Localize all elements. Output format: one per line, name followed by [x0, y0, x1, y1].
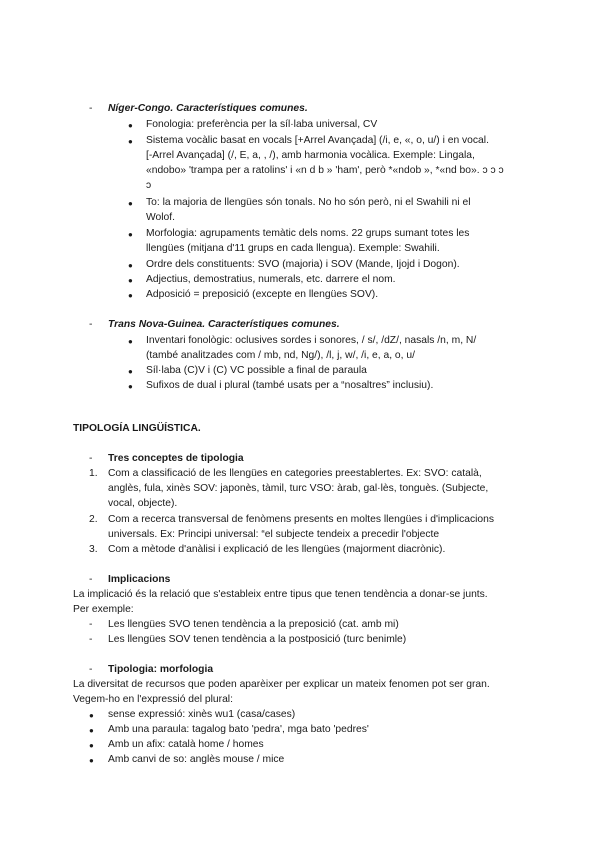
numbered-item: Com a recerca transversal de fenòmens presents en moltes llengües i d'implicacions	[108, 514, 494, 525]
list-item: Adposició = preposició (excepte en llengües SOV).	[146, 289, 379, 300]
dash-marker: -	[89, 453, 93, 464]
bullet-icon: ●	[128, 382, 133, 391]
dash-marker: -	[89, 664, 93, 675]
numbered-item-continuation: vocal, objecte).	[108, 498, 178, 509]
section-heading-niger-congo: Níger-Congo. Característiques comunes.	[108, 103, 308, 114]
list-item: Morfologia: agrupaments temàtic dels noms. 22 grups sumant totes les	[146, 228, 470, 239]
section-heading-morfologia: Tipologia: morfologia	[108, 664, 214, 675]
dash-marker: -	[89, 103, 93, 114]
bullet-icon: ●	[128, 199, 133, 208]
list-item-continuation: «ndobo» 'trampa per a ratolins' i «n d b » 'ham', però *«ndob », *«nd bo». ɔ ɔ ɔ	[146, 165, 504, 176]
numbered-item-continuation: universals. Ex: Principi universal: “el subjecte tendeix a precedir l'objecte	[108, 529, 440, 540]
bullet-icon: ●	[128, 261, 133, 270]
list-item: Fonologia: preferència per la síl·laba universal, CV	[146, 119, 378, 130]
list-item: sense expressió: xinès wu1 (casa/cases)	[108, 709, 296, 720]
list-item: Les llengües SOV tenen tendència a la postposició (turc benimle)	[108, 634, 407, 645]
list-item: Ordre dels constituents: SVO (majoria) i SOV (Mande, Ijojd i Dogon).	[146, 259, 460, 270]
list-number: 1.	[89, 468, 98, 479]
paragraph-line: La implicació és la relació que s'estableix entre tipus que tenen tendència a donar-se junts.	[73, 589, 488, 600]
page-title: TIPOLOGÍA LINGÜÍSTICA.	[73, 423, 201, 434]
section-heading-concepts: Tres conceptes de tipologia	[108, 453, 244, 464]
numbered-item: Com a classificació de les llengües en categories preestablertes. Ex: SVO: català,	[108, 468, 482, 479]
list-number: 3.	[89, 544, 98, 555]
list-item-continuation: (també analitzades com / mb, nd, Ng/), /l, j, w/, /i, e, a, o, u/	[146, 350, 415, 361]
list-item: Sistema vocàlic basat en vocals [+Arrel Avançada] (/i, e, «, o, u/) i en vocal.	[146, 135, 489, 146]
dash-marker: -	[89, 634, 93, 645]
list-item-continuation: ɔ	[146, 180, 152, 191]
dash-marker: -	[89, 619, 93, 630]
section-heading-implicacions: Implicacions	[108, 574, 171, 585]
list-item: Amb una paraula: tagalog bato 'pedra', mga bato 'pedres'	[108, 724, 369, 735]
list-item: Adjectius, demostratius, numerals, etc. darrere el nom.	[146, 274, 396, 285]
paragraph-line: Per exemple:	[73, 604, 134, 615]
list-item: Les llengües SVO tenen tendència a la preposició (cat. amb mi)	[108, 619, 399, 630]
paragraph-line: Vegem-ho en l'expressió del plural:	[73, 694, 233, 705]
list-item: To: la majoria de llengües són tonals. No ho són però, ni el Swahili ni el	[146, 197, 471, 208]
bullet-icon: ●	[128, 367, 133, 376]
bullet-icon: ●	[89, 726, 94, 735]
dash-marker: -	[89, 319, 93, 330]
bullet-icon: ●	[89, 756, 94, 765]
bullet-icon: ●	[128, 337, 133, 346]
dash-marker: -	[89, 574, 93, 585]
list-item-continuation: llengües (mitjana d'11 grups en cada llengua). Exemple: Swahili.	[146, 243, 440, 254]
bullet-icon: ●	[128, 230, 133, 239]
list-item: Síl·laba (C)V i (C) VC possible a final de paraula	[146, 365, 367, 376]
list-item-continuation: [-Arrel Avançada] (/, E, a, , /), amb harmonia vocàlica. Exemple: Lingala,	[146, 150, 475, 161]
list-number: 2.	[89, 514, 98, 525]
bullet-icon: ●	[89, 711, 94, 720]
numbered-item-continuation: anglès, fula, xinès SOV: japonès, tàmil, turc VSO: àrab, gal·lès, tonguès. (Subjecte,	[108, 483, 489, 494]
bullet-icon: ●	[89, 741, 94, 750]
list-item-continuation: Wolof.	[146, 212, 175, 223]
bullet-icon: ●	[128, 137, 133, 146]
list-item: Sufixos de dual i plural (també usats per a “nosaltres” inclusiu).	[146, 380, 434, 391]
list-item: Inventari fonològic: oclusives sordes i sonores, / s/, /dZ/, nasals /n, m, N/	[146, 335, 477, 346]
paragraph-line: La diversitat de recursos que poden aparèixer per explicar un mateix fenomen pot ser gran.	[73, 679, 490, 690]
bullet-icon: ●	[128, 276, 133, 285]
bullet-icon: ●	[128, 121, 133, 130]
bullet-icon: ●	[128, 291, 133, 300]
numbered-item: Com a mètode d'anàlisi i explicació de les llengües (majorment diacrònic).	[108, 544, 446, 555]
list-item: Amb un afix: català home / homes	[108, 739, 264, 750]
section-heading-trans-nova-guinea: Trans Nova-Guinea. Característiques comunes.	[108, 319, 340, 330]
list-item: Amb canvi de so: anglès mouse / mice	[108, 754, 285, 765]
